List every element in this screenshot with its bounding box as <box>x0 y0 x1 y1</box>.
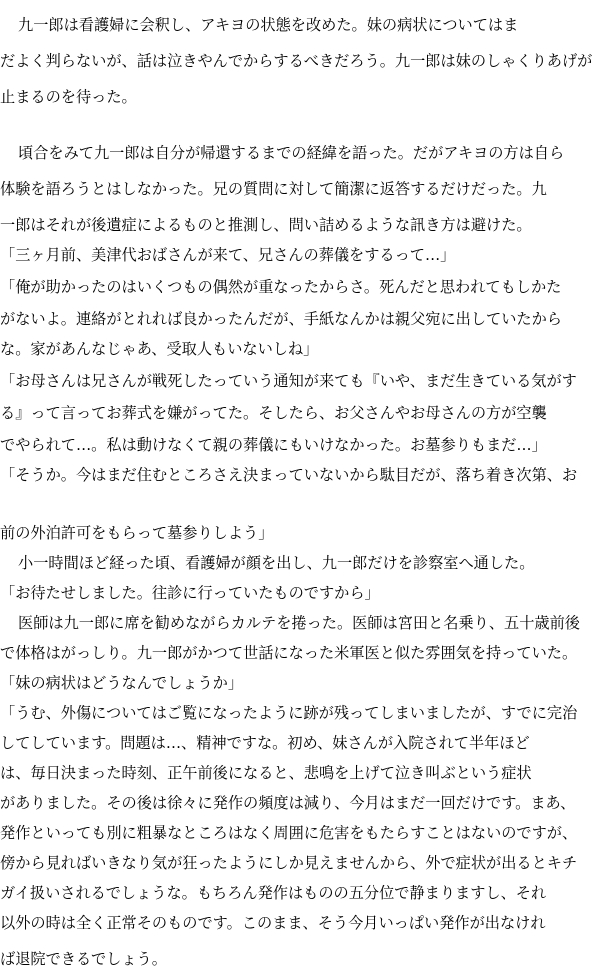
text-line <box>0 540 609 572</box>
line-text: 小一時間ほど経った頃、看護婦が顔を出し、九一郎だけを診察室へ通した。 <box>18 554 535 572</box>
text-line <box>0 74 609 106</box>
line-text: な。家があんなじゃあ、受取人もいないしね」 <box>0 340 319 358</box>
line-text: ガイ扱いされるでしょうな。もちろん発作はものの五分位で静まりますし、それ <box>0 884 547 902</box>
line-text: 「妹の病状はどうなんでしょうか」 <box>0 674 243 692</box>
line-text: 九一郎は看護婦に会釈し、アキヨの状態を改めた。妹の病状についてはま <box>18 16 519 34</box>
line-text: がないよ。連絡がとれれば良かったんだが、手紙なんかは親父宛に出していたから <box>0 310 562 328</box>
text-line <box>0 690 609 722</box>
text-line <box>0 390 609 422</box>
text-line <box>0 840 609 872</box>
text-line <box>0 38 609 70</box>
text-line <box>0 936 609 968</box>
line-text: は、毎日決まった時刻、正午前後になると、悲鳴を上げて泣き叫ぶという症状 <box>0 764 532 782</box>
text-line <box>0 600 609 632</box>
text-line <box>0 326 609 358</box>
line-text: 「うむ、外傷についてはご覧になったように跡が残ってしまいましたが、すでに完治 <box>0 704 578 722</box>
text-line <box>0 720 609 752</box>
text-line <box>0 166 609 198</box>
text-line <box>0 296 609 328</box>
line-text: がありました。その後は徐々に発作の頻度は減り、今月はまだ一回だけです。まあ、 <box>0 794 576 812</box>
text-line <box>0 2 609 34</box>
text-line <box>0 264 609 296</box>
line-text: 傍から見ればいきなり気が狂ったようにしか見えませんから、外で症状が出るとキチ <box>0 854 578 872</box>
line-text: でやられて…。私は動けなくて親の葬儀にもいけなかった。お墓参りもまだ…」 <box>0 436 547 454</box>
text-line <box>0 452 609 484</box>
text-line <box>0 870 609 902</box>
line-text: 頃合をみて九一郎は自分が帰還するまでの経緯を語った。だがアキヨの方は自ら <box>18 144 565 162</box>
text-line <box>0 900 609 932</box>
line-text: 「そうか。今はまだ住むところさえ決まっていないから駄目だが、落ち着き次第、お <box>0 466 578 484</box>
text-line <box>0 660 609 692</box>
line-text: る』って言ってお葬式を嫌がってた。そしたら、お父さんやお母さんの方が空襲 <box>0 404 547 422</box>
text-line <box>0 510 609 542</box>
line-text: 「お待たせしました。往診に行っていたものですから」 <box>0 584 380 602</box>
line-text: だよく判らないが、話は泣きやんでからするべきだろう。九一郎は妹のしゃくりあげが <box>0 52 593 70</box>
text-line <box>0 202 609 234</box>
line-text: 「三ヶ月前、美津代おばさんが来て、兄さんの葬儀をするって…」 <box>0 246 456 264</box>
text-line <box>0 750 609 782</box>
line-text: 前の外泊許可をもらって墓参りしよう」 <box>0 524 274 542</box>
line-text: 「お母さんは兄さんが戦死したっていう通知が来ても『いや、まだ生きている気がす <box>0 372 577 390</box>
line-text: 以外の時は全く正常そのものです。このまま、そう今月いっぱい発作が出なけれ <box>0 914 546 932</box>
text-line <box>0 630 609 662</box>
text-line <box>0 130 609 162</box>
text-line <box>0 810 609 842</box>
line-text: 発作といっても別に粗暴なところはなく周囲に危害をもたらすことはないのですが、 <box>0 824 578 842</box>
line-text: 医師は九一郎に席を勧めながらカルテを捲った。医師は宮田と名乗り、五十歳前後 <box>18 614 580 632</box>
text-line <box>0 780 609 812</box>
line-text: 体験を語ろうとはしなかった。兄の質問に対して簡潔に返答するだけだった。九 <box>0 180 547 198</box>
line-text: ば退院できるでしょう。 <box>0 950 167 968</box>
line-text: 「俺が助かったのはいくつもの偶然が重なったからさ。死んだと思われてもしかた <box>0 278 562 296</box>
text-line <box>0 358 609 390</box>
text-line <box>0 232 609 264</box>
line-text: 止まるのを待った。 <box>0 88 137 106</box>
text-line <box>0 570 609 602</box>
text-line <box>0 422 609 454</box>
line-text: 一郎はそれが後遺症によるものと推測し、問い詰めるような訊き方は避けた。 <box>0 216 532 234</box>
line-text: で体格はがっしり。九一郎がかつて世話になった米軍医と似た雰囲気を持っていた。 <box>0 644 578 662</box>
line-text: してしています。問題は…、精神ですな。初め、妹さんが入院されて半年ほど <box>0 734 530 752</box>
